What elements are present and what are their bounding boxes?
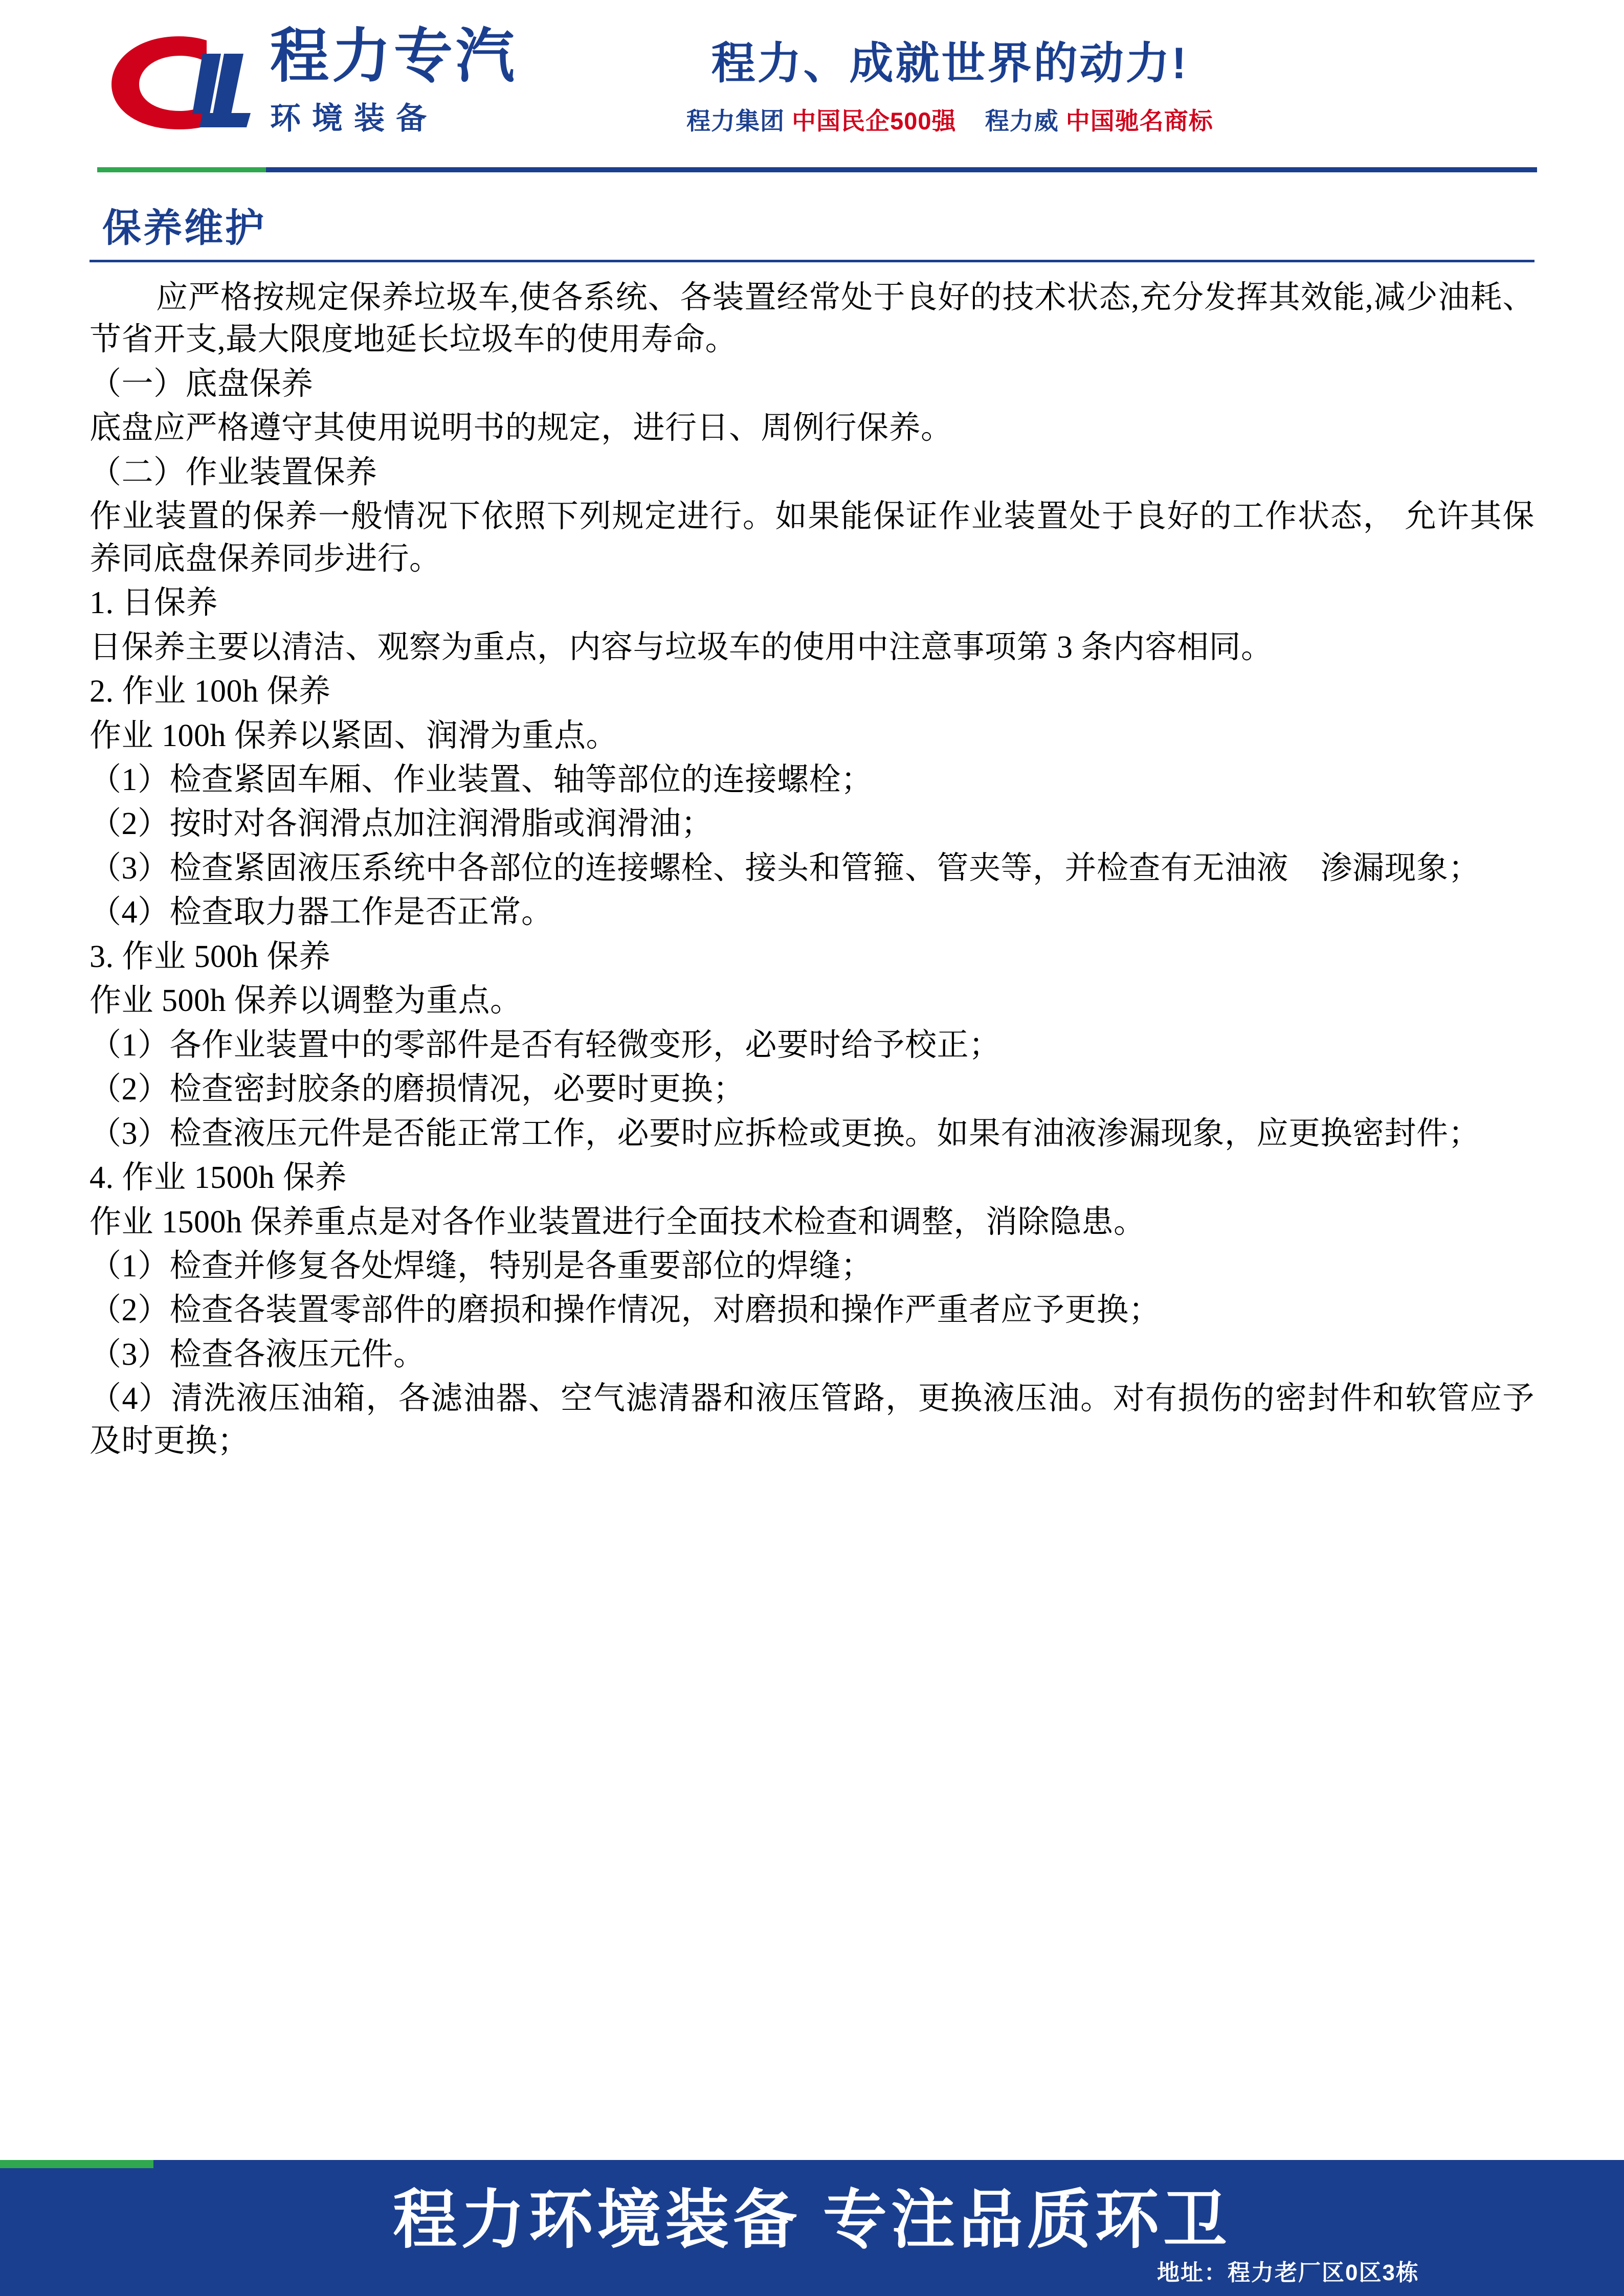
logo-subtitle: 环境装备 bbox=[270, 101, 438, 136]
document-paragraph: 2. 作业 100h 保养 bbox=[90, 674, 331, 709]
document-paragraph: 作业 100h 保养以紧固、润滑为重点。 bbox=[90, 718, 618, 753]
logo-text-block bbox=[270, 23, 518, 139]
document-paragraph: （2）检查各装置零部件的磨损和操作情况，对磨损和操作严重者应予更换； bbox=[90, 1293, 1161, 1328]
document-paragraph: （4）清洗液压油箱，各滤油器、空气滤清器和液压管路，更换液压油。对有损伤的密封件和软管应予及时更换； bbox=[90, 1381, 1534, 1458]
footer-divider-blue bbox=[0, 2160, 1624, 2168]
document-paragraph: 3. 作业 500h 保养 bbox=[90, 939, 331, 974]
document-paragraph: 作业 1500h 保养重点是对各作业装置进行全面技术检查和调整，消除隐患。 bbox=[90, 1204, 1146, 1240]
header-slogan bbox=[686, 28, 1213, 137]
logo-title: 程力专汽 bbox=[270, 23, 518, 89]
section-title-text: 保养维护 bbox=[102, 207, 266, 250]
header-inner bbox=[0, 0, 1624, 164]
page-header bbox=[0, 0, 1624, 176]
company-logo bbox=[102, 23, 518, 139]
slogan-sub-4: 中国驰名商标 bbox=[1065, 107, 1213, 134]
document-paragraph: （2）检查密封胶条的磨损情况，必要时更换； bbox=[90, 1072, 745, 1107]
document-paragraph: 日保养主要以清洁、观察为重点，内容与垃圾车的使用中注意事项第 3 条内容相同。 bbox=[90, 629, 1273, 665]
footer-divider-green bbox=[0, 2160, 153, 2168]
document-paragraph: （二）作业装置保养 bbox=[90, 455, 377, 490]
slogan-sub-3: 程力威 bbox=[985, 107, 1059, 134]
document-paragraph: （1）各作业装置中的零部件是否有轻微变形，必要时给予校正； bbox=[90, 1027, 1001, 1063]
chengli-swoosh-logo-icon bbox=[102, 27, 261, 137]
document-paragraph: 4. 作业 1500h 保养 bbox=[90, 1160, 347, 1196]
document-paragraph: （4）检查取力器工作是否正常。 bbox=[90, 895, 553, 930]
document-paragraph: （一）底盘保养 bbox=[90, 366, 314, 401]
document-paragraph: （1）检查紧固车厢、作业装置、轴等部位的连接螺栓； bbox=[90, 762, 873, 797]
slogan-sub-1: 程力集团 bbox=[686, 107, 785, 134]
slogan-sub-2: 中国民企500强 bbox=[792, 107, 956, 134]
document-paragraph: （3）检查紧固液压系统中各部位的连接螺栓、接头和管箍、管夹等，并检查有无油液 渗漏现象； bbox=[90, 850, 1481, 886]
document-paragraph: 作业装置的保养一般情况下依照下列规定进行。如果能保证作业装置处于良好的工作状态， 允许其保养同底盘保养同步进行。 bbox=[90, 499, 1534, 576]
section-title bbox=[90, 197, 1534, 262]
paragraph-list bbox=[90, 277, 1534, 1462]
slogan-sub bbox=[686, 102, 1213, 137]
footer-title: 程力环境装备 专注品质环卫 bbox=[393, 2185, 1231, 2256]
document-paragraph: （3）检查液压元件是否能正常工作，必要时应拆检或更换。如果有油液渗漏现象，应更换密封件； bbox=[90, 1116, 1481, 1151]
document-paragraph: （1）检查并修复各处焊缝，特别是各重要部位的焊缝； bbox=[90, 1248, 873, 1284]
document-body bbox=[0, 176, 1624, 1462]
header-divider-blue bbox=[97, 167, 1537, 172]
document-paragraph: 1. 日保养 bbox=[90, 586, 218, 621]
document-paragraph: 底盘应严格遵守其使用说明书的规定，进行日、周例行保养。 bbox=[90, 411, 953, 446]
document-paragraph: （2）按时对各润滑点加注润滑脂或润滑油； bbox=[90, 806, 714, 842]
footer-address: 地址：程力老厂区0区3栋 bbox=[1157, 2260, 1419, 2285]
document-paragraph: （3）检查各液压元件。 bbox=[90, 1337, 426, 1372]
document-paragraph: 作业 500h 保养以调整为重点。 bbox=[90, 983, 522, 1019]
slogan-main: 程力、成就世界的动力! bbox=[711, 38, 1189, 88]
page-footer bbox=[0, 2127, 1624, 2296]
document-paragraph: 应严格按规定保养垃圾车,使各系统、各装置经常处于良好的技术状态,充分发挥其效能,减少油耗、节省开支,最大限度地延长垃圾车的使用寿命。 bbox=[90, 280, 1534, 357]
header-divider-green bbox=[97, 167, 266, 172]
